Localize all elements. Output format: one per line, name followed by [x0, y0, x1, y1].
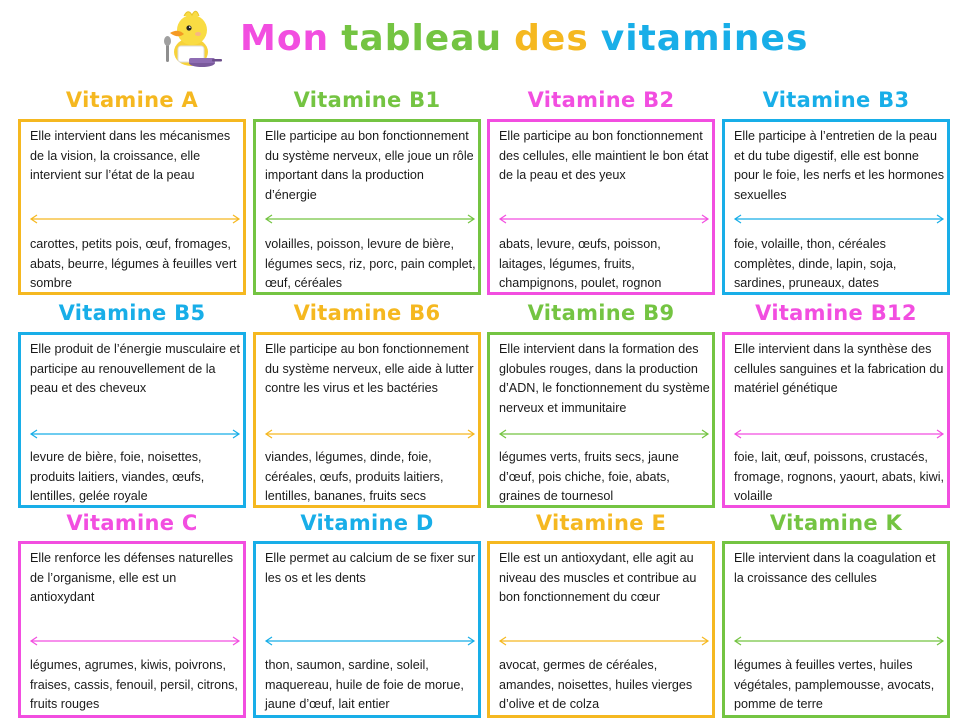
- vitamin-foods: carottes, petits pois, œuf, fromages, abats, beurre, légumes à feuilles vert sombre: [30, 237, 237, 290]
- vitamin-role: Elle participe à l’entretien de la peau et du tube digestif, elle est bonne pour le foie, les nerfs et les hormones sexuelles: [734, 129, 945, 202]
- vitamin-box: [253, 332, 481, 508]
- vitamin-name: Vitamine A: [65, 88, 199, 112]
- vitamin-name: Vitamine E: [535, 511, 667, 535]
- vitamin-foods: viandes, légumes, dinde, foie, céréales, œufs, produits laitiers, lentilles, bananes, fruits secs: [265, 450, 444, 503]
- vitamin-role: Elle renforce les défenses naturelles de l’organisme, elle est un antioxydant: [30, 551, 234, 604]
- vitamin-name: Vitamine B3: [762, 88, 910, 112]
- vitamin-name: Vitamine B9: [527, 301, 675, 325]
- double-arrow-icon: [264, 636, 476, 646]
- vitamin-role: Elle est un antioxydant, elle agit au niveau des muscles et contribue au bon fonctionnement du cœur: [499, 551, 697, 604]
- vitamin-name: Vitamine C: [66, 511, 198, 535]
- vitamin-role: Elle participe au bon fonctionnement du système nerveux, elle joue un rôle important dans la production d’énergie: [265, 129, 474, 202]
- vitamin-box: [18, 541, 246, 718]
- vitamin-foods: levure de bière, foie, noisettes, produits laitiers, viandes, œufs, lentilles, gelée royale: [30, 450, 205, 503]
- double-arrow-icon: [733, 214, 945, 224]
- vitamin-name: Vitamine B1: [293, 88, 441, 112]
- vitamin-name: Vitamine D: [300, 511, 434, 535]
- double-arrow-icon: [498, 214, 710, 224]
- double-arrow-icon: [733, 636, 945, 646]
- vitamin-name: Vitamine K: [769, 511, 903, 535]
- vitamin-box: [487, 541, 715, 718]
- vitamin-foods: légumes, agrumes, kiwis, poivrons, fraises, cassis, fenouil, persil, citrons, fruits rouges: [30, 658, 238, 711]
- title-word-des: des: [514, 18, 589, 59]
- double-arrow-icon: [264, 429, 476, 439]
- vitamin-role: Elle intervient dans les mécanismes de la vision, la croissance, elle intervient sur l’état de la peau: [30, 129, 231, 182]
- vitamin-box: [722, 332, 950, 508]
- double-arrow-icon: [498, 636, 710, 646]
- vitamin-role: Elle intervient dans la synthèse des cellules sanguines et la fabrication du matériel génétique: [734, 342, 944, 395]
- vitamin-foods: avocat, germes de céréales, amandes, noisettes, huiles vierges d’olive et de colza: [499, 658, 693, 711]
- title-word-vitamines: vitamines: [600, 18, 809, 59]
- vitamin-box: [722, 541, 950, 718]
- double-arrow-icon: [29, 214, 241, 224]
- vitamin-box: [253, 119, 481, 295]
- vitamin-name: Vitamine B5: [58, 301, 206, 325]
- vitamin-role: Elle permet au calcium de se fixer sur les os et les dents: [265, 551, 475, 585]
- vitamin-box: [18, 119, 246, 295]
- vitamin-box: [18, 332, 246, 508]
- vitamin-foods: foie, volaille, thon, céréales complètes, dinde, lapin, soja, sardines, pruneaux, dates: [734, 237, 897, 290]
- title-word-mon: Mon: [240, 18, 330, 59]
- vitamin-role: Elle participe au bon fonctionnement des cellules, elle maintient le bon état de la peau et des yeux: [499, 129, 709, 182]
- vitamin-role: Elle intervient dans la formation des globules rouges, dans la production d’ADN, le fonctionnement du système nerveux et immunitaire: [499, 342, 710, 415]
- vitamin-foods: foie, lait, œuf, poissons, crustacés, fromage, rognons, yaourt, abats, kiwi, volaille: [734, 450, 944, 503]
- double-arrow-icon: [264, 214, 476, 224]
- vitamin-name: Vitamine B2: [527, 88, 675, 112]
- double-arrow-icon: [29, 636, 241, 646]
- double-arrow-icon: [498, 429, 710, 439]
- vitamin-name: Vitamine B12: [755, 301, 917, 325]
- vitamin-foods: légumes à feuilles vertes, huiles végétales, pamplemousse, avocats, pomme de terre: [734, 658, 935, 711]
- vitamin-box: [487, 332, 715, 508]
- title-word-tableau: tableau: [341, 18, 503, 59]
- vitamin-name: Vitamine B6: [293, 301, 441, 325]
- double-arrow-icon: [733, 429, 945, 439]
- vitamin-role: Elle produit de l’énergie musculaire et participe au renouvellement de la peau et des cheveux: [30, 342, 241, 395]
- vitamin-box: [487, 119, 715, 295]
- vitamin-role: Elle participe au bon fonctionnement du système nerveux, elle aide à lutter contre les virus et les bactéries: [265, 342, 474, 395]
- vitamin-foods: volailles, poisson, levure de bière, légumes secs, riz, porc, pain complet, œuf, céréales: [265, 237, 476, 290]
- vitamin-foods: abats, levure, œufs, poisson, laitages, légumes, fruits, champignons, poulet, rognon: [499, 237, 662, 290]
- double-arrow-icon: [29, 429, 241, 439]
- vitamin-foods: thon, saumon, sardine, soleil, maquereau, huile de foie de morue, jaune d’œuf, lait entier: [265, 658, 464, 711]
- vitamin-box: [722, 119, 950, 295]
- vitamin-foods: légumes verts, fruits secs, jaune d’œuf, pois chiche, foie, abats, graines de tournesol: [499, 450, 679, 503]
- vitamin-box: [253, 541, 481, 718]
- vitamin-role: Elle intervient dans la coagulation et la croissance des cellules: [734, 551, 936, 585]
